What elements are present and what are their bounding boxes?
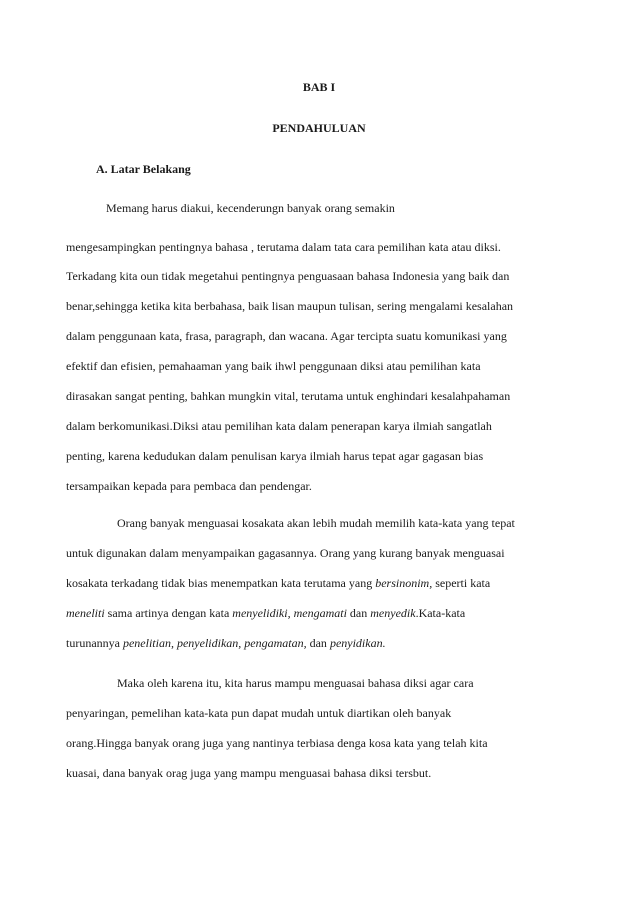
text-run: dan <box>306 636 330 650</box>
paragraph-1-line: Terkadang kita oun tidak megetahui pentingnya penguasaan bahasa Indonesia yang baik dan <box>66 269 510 283</box>
paragraph-1-line: dirasakan sangat penting, bahkan mungkin vital, terutama untuk enghindari kesalahpahaman <box>66 389 511 403</box>
paragraph-1-line: dalam berkomunikasi.Diksi atau pemilihan kata dalam penerapan karya ilmiah sangatlah <box>66 419 492 433</box>
text-run: dan <box>346 606 371 620</box>
chapter-title: PENDAHULUAN <box>272 121 366 135</box>
text-run: .Kata-kata <box>415 606 466 620</box>
paragraph-1-line: Memang harus diakui, kecenderungn banyak orang semakin <box>106 201 395 215</box>
paragraph-1-line: mengesampingkan pentingnya bahasa , terutama dalam tata cara pemilihan kata atau diksi. <box>66 240 501 254</box>
paragraph-2-line <box>66 636 386 650</box>
text-run: kosakata terkadang tidak bias menempatkan kata terutama yang <box>66 576 376 590</box>
italic-term: bersinonim, <box>375 576 433 590</box>
chapter-heading: BAB I <box>302 80 336 94</box>
paragraph-3-line: penyaringan, pemelihan kata-kata pun dapat mudah untuk diartikan oleh banyak <box>66 706 452 720</box>
paragraph-1-line: benar,sehingga ketika kita berbahasa, baik lisan maupun tulisan, sering mengalami kesalahan <box>66 299 514 313</box>
paragraph-1-line: tersampaikan kepada para pembaca dan pendengar. <box>66 479 312 493</box>
paragraph-2-line: Orang banyak menguasai kosakata akan lebih mudah memilih kata-kata yang tepat <box>117 516 515 530</box>
italic-term: menyelidiki, mengamati <box>232 606 347 620</box>
paragraph-2-line: untuk digunakan dalam menyampaikan gagasannya. Orang yang kurang banyak menguasai <box>66 546 505 560</box>
paragraph-1-line: efektif dan efisien, pemahaaman yang baik ihwl penggunaan diksi atau pemilihan kata <box>66 359 481 373</box>
italic-term: meneliti <box>66 606 105 620</box>
italic-term: penyidikan. <box>329 636 386 650</box>
paragraph-2-line <box>66 606 465 620</box>
paragraph-3-line: orang.Hingga banyak orang juga yang nantinya terbiasa denga kosa kata yang telah kita <box>66 736 488 750</box>
italic-term: menyedik <box>370 606 416 620</box>
paragraph-3-line: Maka oleh karena itu, kita harus mampu menguasai bahasa diksi agar cara <box>117 676 474 690</box>
paragraph-1-line: dalam penggunaan kata, frasa, paragraph, dan wacana. Agar tercipta suatu komunikasi yang <box>66 329 507 343</box>
text-run: seperti kata <box>432 576 491 590</box>
text-run: sama artinya dengan kata <box>104 606 233 620</box>
paragraph-1-line: penting, karena kedudukan dalam penulisan karya ilmiah harus tepat agar gagasan bias <box>66 449 484 463</box>
text-run: turunannya <box>66 636 123 650</box>
paragraph-3-line: kuasai, dana banyak orag juga yang mampu menguasai bahasa diksi tersbut. <box>66 766 432 780</box>
section-heading: A. Latar Belakang <box>96 162 191 176</box>
italic-term: penelitian, penyelidikan, pengamatan, <box>122 636 307 650</box>
paragraph-2-line <box>66 576 490 590</box>
